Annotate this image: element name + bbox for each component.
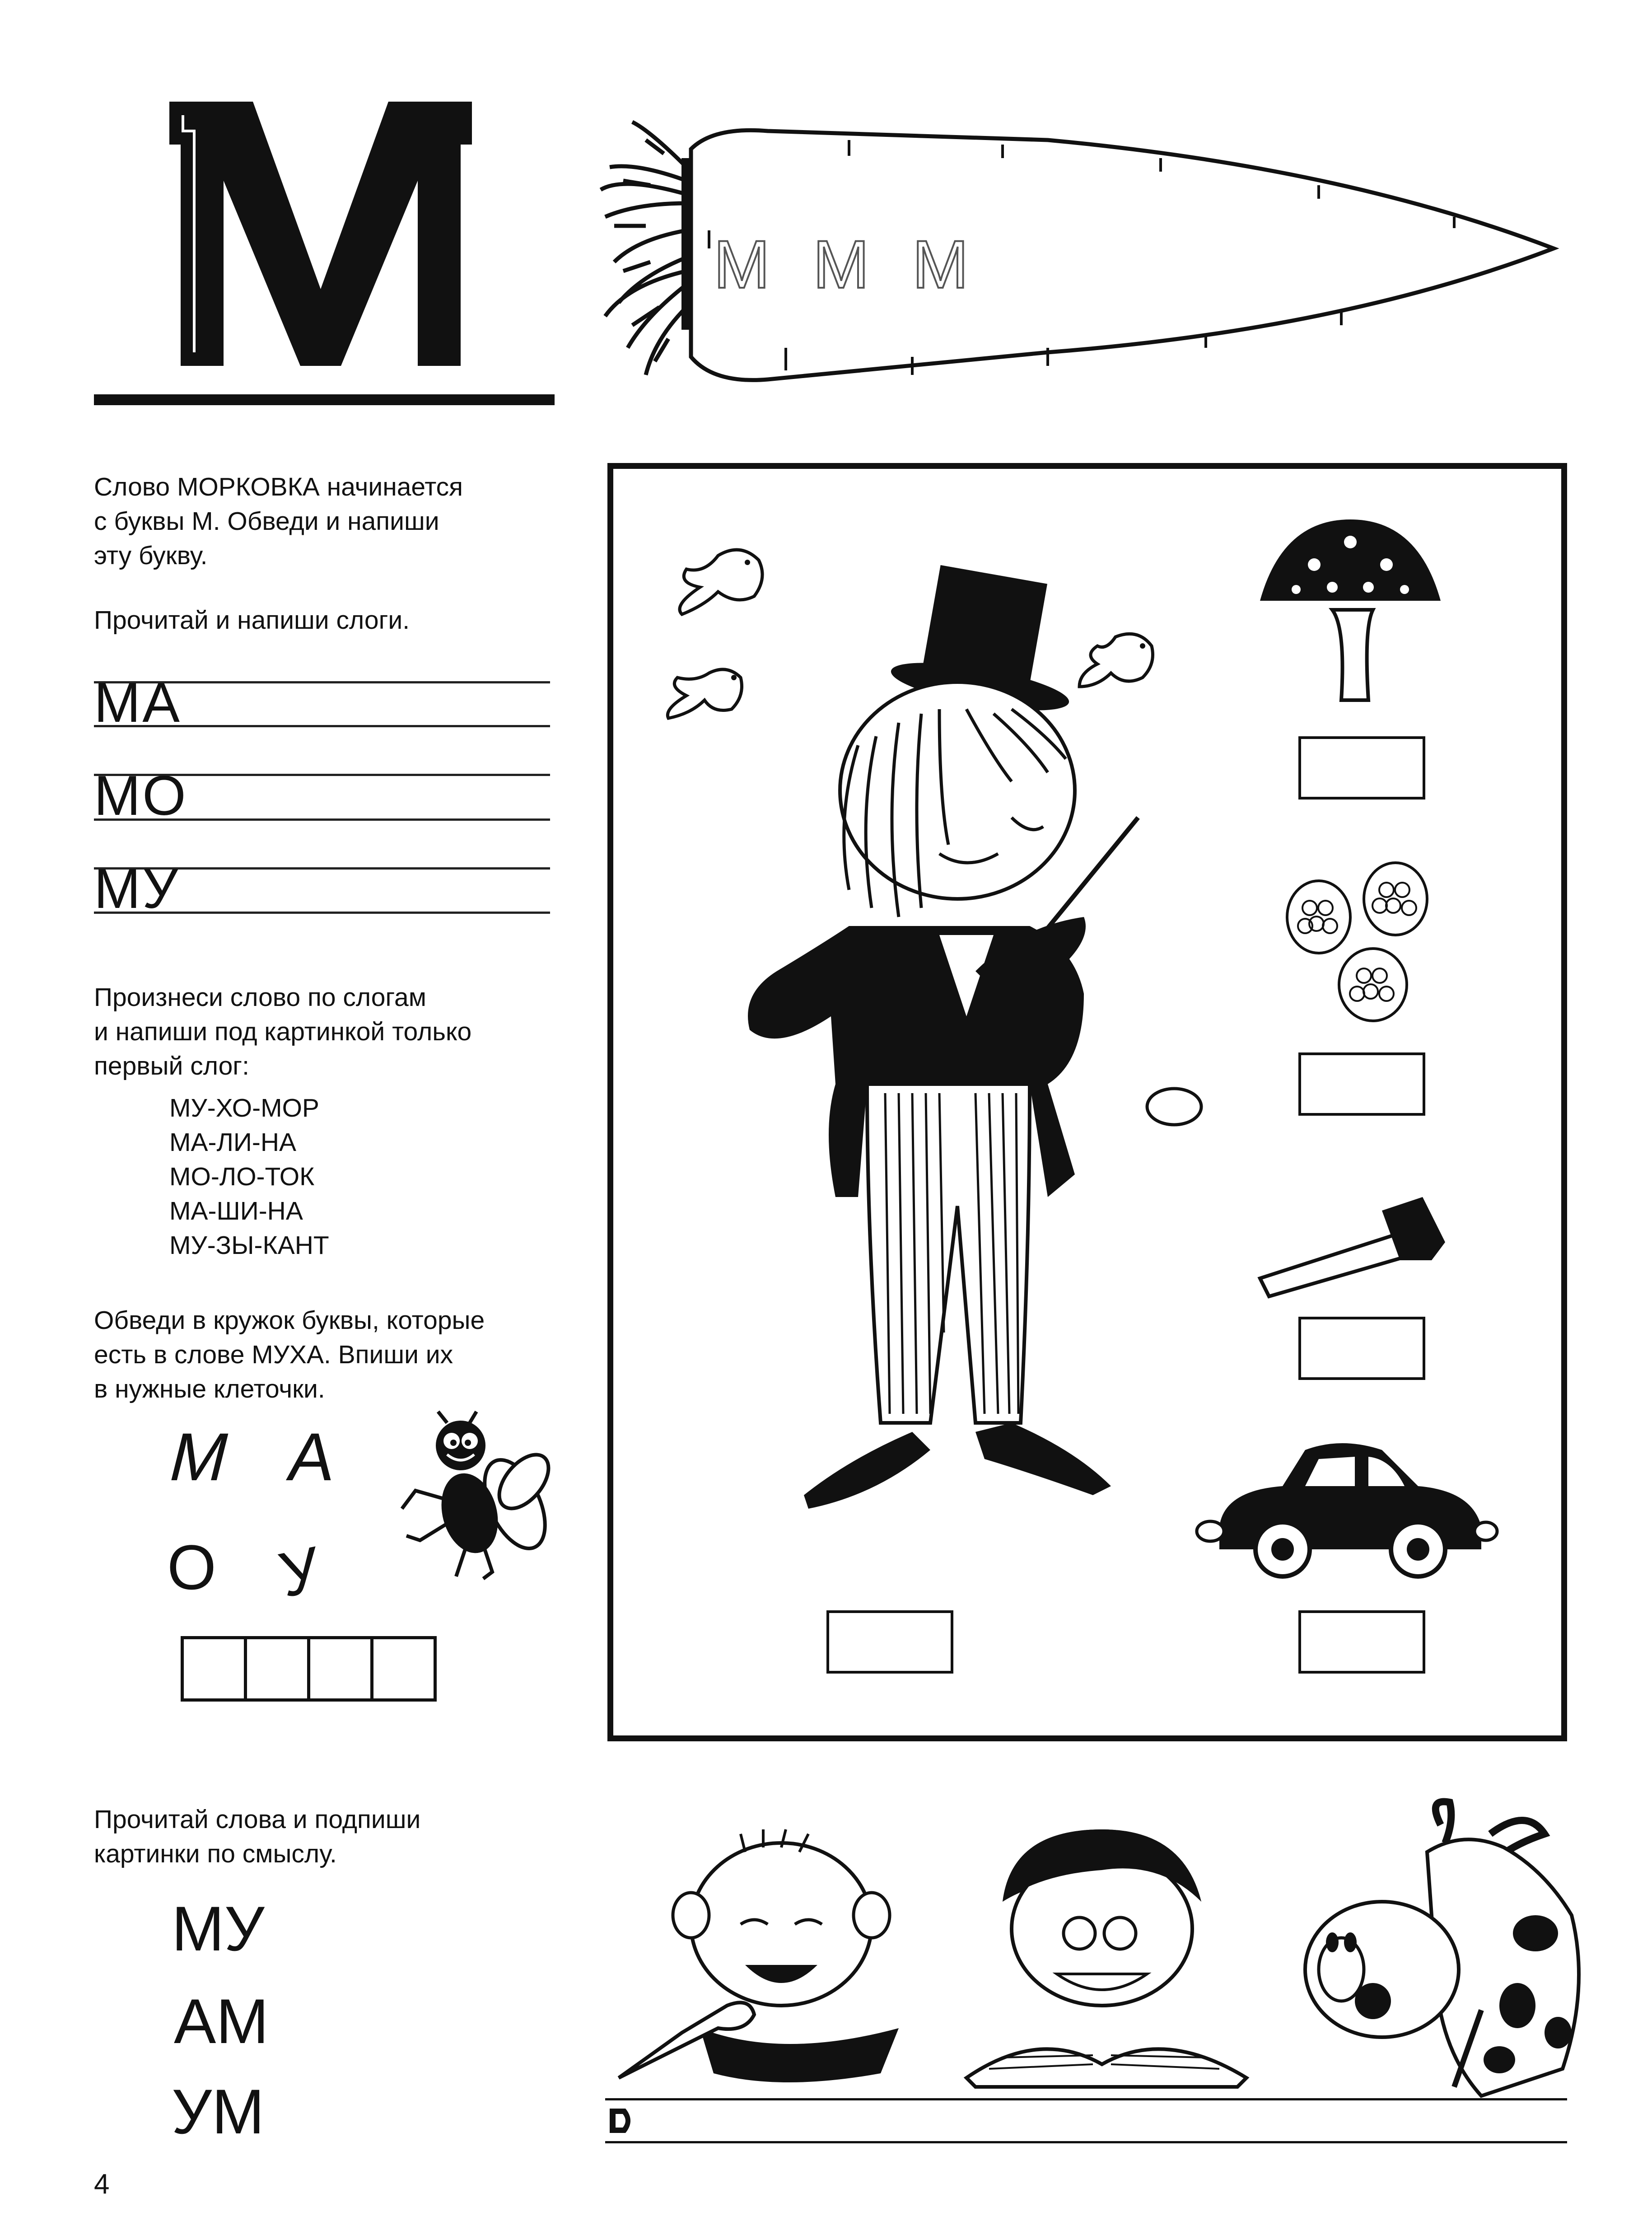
trace-letter[interactable]: М (912, 226, 969, 302)
bottom-write-line[interactable] (605, 2141, 1567, 2143)
word-item: МУ-ХО-МОР (169, 1094, 319, 1122)
violinist-illustration (686, 565, 1274, 1527)
answer-cell[interactable] (244, 1636, 310, 1702)
answer-box-car[interactable] (1298, 1610, 1425, 1674)
intro-text: Слово МОРКОВКА начинается с буквы М. Обведи и напиши эту букву. (94, 472, 463, 570)
syllable-text: МУ (94, 858, 180, 920)
word-am[interactable]: АМ (174, 1986, 269, 2057)
answer-cell[interactable] (370, 1636, 437, 1702)
boy-reading-illustration (948, 1811, 1255, 2091)
header-underline (94, 394, 555, 405)
big-letter-m (167, 77, 474, 375)
word-mu[interactable]: МУ (172, 1893, 265, 1964)
raspberry-illustration (1278, 858, 1441, 1030)
bottom-write-line-top (605, 2098, 1567, 2100)
syllable-text: МА (94, 672, 182, 734)
answer-cell[interactable] (181, 1636, 247, 1702)
trace-letter[interactable]: М (812, 226, 869, 302)
word-item: МО-ЛО-ТОК (169, 1162, 315, 1191)
cow-illustration (1292, 1798, 1590, 2105)
carrot-letters (714, 226, 1030, 307)
answer-cell[interactable] (307, 1636, 373, 1702)
circle-prompt: Обведи в кружок буквы, которые есть в слове МУХА. Впиши их в нужные клеточки. (94, 1306, 485, 1403)
arrow-marker-icon (607, 2105, 639, 2137)
word-item: МА-ШИ-НА (169, 1197, 303, 1225)
word-item: МУ-ЗЫ-КАНТ (169, 1231, 329, 1260)
letter-u[interactable]: У (273, 1533, 327, 1611)
word-um[interactable]: УМ (172, 2076, 265, 2147)
letter-m[interactable]: М (162, 1419, 238, 1495)
answer-box-hammer[interactable] (1298, 1317, 1425, 1380)
letter-o[interactable]: О (167, 1532, 216, 1603)
answer-box-violinist[interactable] (826, 1610, 953, 1674)
trace-letter[interactable]: М (714, 226, 770, 302)
hammer-illustration (1251, 1192, 1450, 1301)
fly-illustration (388, 1409, 551, 1581)
answer-box-mushroom[interactable] (1298, 736, 1425, 800)
syllables-prompt: Прочитай и напиши слоги. (94, 606, 410, 635)
answer-box-raspberry[interactable] (1298, 1052, 1425, 1116)
label-prompt: Прочитай слова и подпиши картинки по смыслу. (94, 1805, 421, 1868)
mushroom-illustration (1255, 510, 1445, 709)
letter-a[interactable]: А (284, 1419, 340, 1495)
boy-eating-illustration (610, 1820, 926, 2091)
page-number: 4 (94, 2169, 110, 2200)
first-syllable-prompt: Произнеси слово по слогам и напиши под картинкой только первый слог: (94, 983, 472, 1080)
word-list (169, 1091, 329, 1263)
syllable-text: МО (94, 765, 188, 827)
car-illustration (1192, 1432, 1499, 1585)
word-item: МА-ЛИ-НА (169, 1128, 297, 1157)
